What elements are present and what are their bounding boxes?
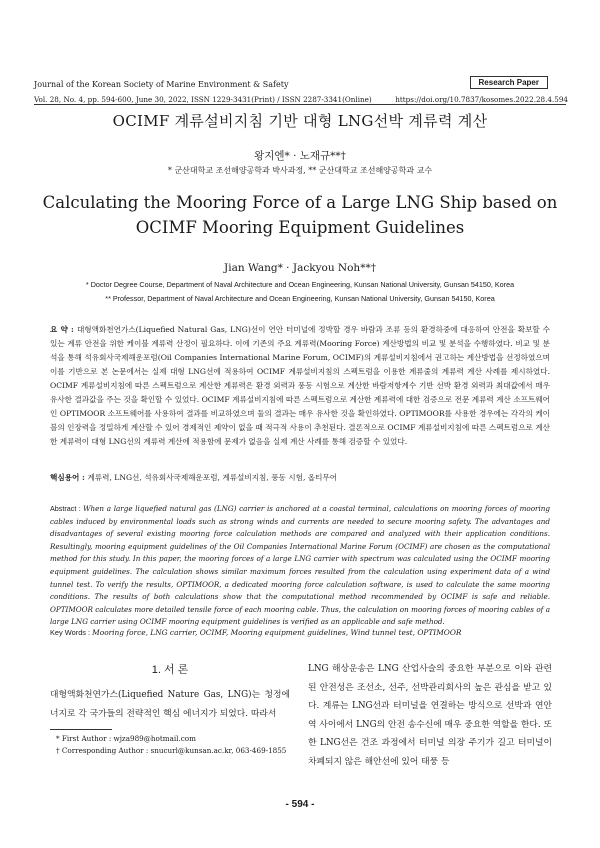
footnote-corresponding-author: † Corresponding Author : snucurl@kunsan.ac.kr, 063-469-1855 [56, 746, 287, 755]
intro-right-column: LNG 해상운송은 LNG 산업사슬의 중요한 부분으로 이와 관련된 안전성은 조선소, 선주, 선박관리회사의 높은 관심을 받고 있다. 계류는 LNG선과 터미널을 연결하는 방식으로 선박과 연안역 사이에서 LNG의 안전 송수신에 매우 중요한 역할을 한다. 또한 LNG선은 건조 과정에서 터미널 의장 주기가 길고 터미널이 차폐되지 않은 해안선에 있어 태풍 등 [308, 664, 552, 767]
english-title: Calculating the Mooring Force of a Large LNG Ship based on OCIMF Mooring Equipment Guidelines [42, 193, 558, 237]
korean-affiliation: * 군산대학교 조선해양공학과 박사과정, ** 군산대학교 조선해양공학과 교수 [167, 166, 433, 175]
header-rule [34, 104, 566, 105]
korean-abstract-text: 대형액화천연가스(Liquefied Natural Gas, LNG)선이 연안 터미널에 정박할 경우 바람과 조류 등의 환경하중에 대응하여 안전을 확보할 수 있는 계류 안전을 위한 케이블 계류력 산정이 필요하다. 이에 기존의 주요 계류력(Mooring Force) 계산방법의 비교 및 분석을 수행하였다. 비교 및 분석을 통해 석유회사국제해운포럼(Oil Companies International Marine Forum, OCIMF)의 계류설비지침에서 권고하는 계산방법을 선정하였으며 이를 기반으로 본 논문에서는 실제 대형 LNG선에 적용하여 OCIMF 계류설비지침의 스펙트럼을 이용한 계류줄의 계류력 계산 사례를 제시하였다. OCIMF 계류설비지침에 따른 스펙트럼으로 계산한 계류력은 환경 외력과 풍동 시험으로 계산한 바람저항계수 기반 선박 환경 외력과 최대값에서 매우 유사한 결과값을 주는 것을 확인할 수 있었다. OCIMF 계류설비지침에 따른 스펙트럼으로 계산한 계류력에 대한 검증으로 전문 계류력 계산 소프트웨어인 OPTIMOOR 소프트웨어를 사용하여 결과를 비교하였으며 둘의 결과는 매우 유사한 것을 확인하였다. OPTIMOOR를 사용한 경우에는 각각의 케이블의 인장력을 정밀하게 계산할 수 있어 경제적인 제약이 없을 때 적극적 사용이 추천된다. 결론적으로 OCIMF 계류설비지침에 따른 스펙트럼으로 계산한 계류력이 대형 LNG선의 계류력 계산에 적용함에 문제가 없음을 실제 계산 사례를 통해 검증할 수 있었다. [50, 325, 551, 446]
korean-keywords-text: 계류력, LNG선, 석유회사국제해운포럼, 계류설비지침, 풍동 시험, 옵티무어 [87, 473, 338, 482]
page-number: - 594 - [285, 799, 315, 810]
korean-keywords-label: 핵심용어 : [50, 473, 88, 482]
english-abstract [50, 503, 550, 629]
footnote-first-author: * First Author : wjza989@hotmail.com [56, 734, 196, 743]
english-authors: Jian Wang* · Jackyou Noh**† [224, 262, 376, 274]
english-abstract-text: When a large liquefied natural gas (LNG) carrier is anchored at a coastal terminal, calculations on mooring forces of mooring cables induced by environmental loads such as strong winds and currents are needed to secure mooring safety. The advantages and disadvantages of several existing mooring force calculation methods are compared and analyzed with their application conditions. Resultingly, mooring equipment guidelines of the Oil Companies International Marine Forum (OCIMF) are chosen as the computational method for this study. In this paper, the mooring forces of a large LNG carrier with spectrum was calculated using the OCIMF mooring equipment guidelines. The calculation shows similar maximum forces resulted from the calculation using experiment data of a wind tunnel test. To verify the results, OPTIMOOR, a dedicated mooring force calculation software, is used to calculate the same mooring conditions. The results of both calculations show that the computational method recommended by OCIMF is safe and reliable. OPTIMOOR calculates more detailed tensile force of each mooring cable. Thus, the calculation on mooring forces of mooring cables of a large LNG carrier using OCIMF mooring equipment guidelines is verified as an applicable and safe method. [50, 504, 550, 627]
section-heading-introduction: 1. 서 론 [151, 664, 189, 676]
volume-line [34, 95, 568, 104]
intro-left-column: 대형액화천연가스(Liquefied Nature Gas, LNG)는 청정에너지로 각 국가들의 전략적인 핵심 에너지가 되었다. 따라서 [50, 690, 290, 719]
volume-info: Vol. 28, No. 4, pp. 594-600, June 30, 2022, ISSN 1229-3431(Print) / ISSN 2287-3341(Online) [34, 95, 372, 104]
korean-abstract [50, 323, 550, 449]
article-type-badge: Research Paper [470, 76, 548, 89]
korean-title: OCIMF 계류설비지침 기반 대형 LNG선박 계류력 계산 [112, 112, 488, 130]
english-keywords-text: Mooring force, LNG carrier, OCIMF, Mooring equipment guidelines, Wind tunnel test, OPTIMOOR [92, 628, 462, 637]
korean-keywords [50, 472, 550, 483]
journal-name: Journal of the Korean Society of Marine Environment & Safety [34, 80, 289, 89]
doi-link[interactable]: https://doi.org/10.7837/kosomes.2022.28.4.594 [395, 95, 568, 104]
english-affiliation-2: ** Professor, Department of Naval Architecture and Ocean Engineering, Kunsan National University, Gunsan 54150, Korea [105, 294, 495, 303]
footnote-rule [50, 729, 112, 730]
english-keywords [50, 628, 550, 637]
english-keywords-label: Key Words : [50, 628, 93, 637]
korean-authors: 왕지엔* · 노재규**† [254, 150, 346, 162]
english-abstract-label: Abstract : [50, 504, 84, 513]
english-affiliation-1: * Doctor Degree Course, Department of Naval Architecture and Ocean Engineering, Kunsan National University, Gunsan 54150, Korea [85, 280, 515, 289]
korean-abstract-label: 요 약 : [50, 325, 77, 334]
